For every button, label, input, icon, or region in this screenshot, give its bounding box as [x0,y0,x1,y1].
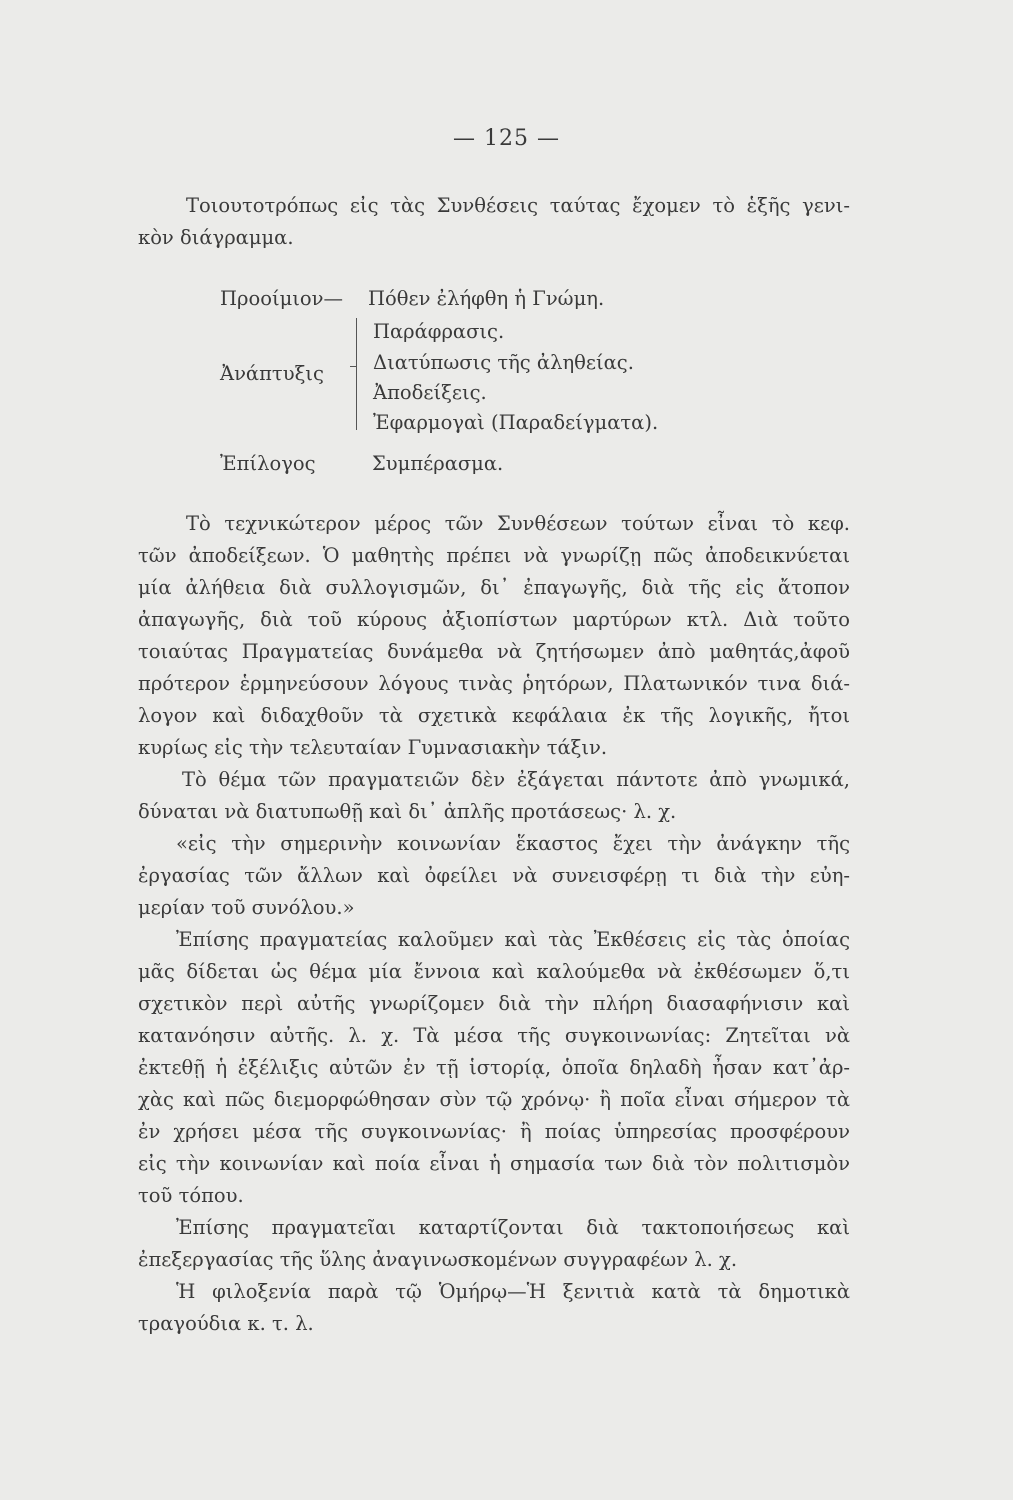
diagram-anaptyxis-label: Ἀνάπτυξις [220,362,324,385]
paragraph-3-line-2: ἐργασίας τῶν ἄλλων καὶ ὀφείλει νὰ συνεισφέρῃ τι διὰ τὴν εὐη- [138,864,850,887]
paragraph-4-line-7: ἐν χρήσει μέσα τῆς συγκοινωνίας· ἢ ποίας ὑπηρεσίας προσφέρουν [138,1120,850,1143]
paragraph-4-line-6: χὰς καὶ πῶς διεμορφώθησαν σὺν τῷ χρόνῳ· ἢ ποῖα εἶναι σήμερον τὰ [138,1088,850,1111]
paragraph-4-line-5: ἐκτεθῇ ἡ ἐξέλιξις αὐτῶν ἐν τῇ ἱστορίᾳ, ὁποῖα δηλαδὴ ἦσαν κατ᾿ἀρ- [138,1056,850,1079]
diagram-anaptyxis-item-2: Διατύπωσις τῆς ἀληθείας. [373,351,634,374]
page-number: — 125 — [453,126,560,151]
paragraph-4-line-8: εἰς τὴν κοινωνίαν καὶ ποία εἶναι ἡ σημασία των διὰ τὸν πολιτισμὸν [138,1152,850,1175]
paragraph-1-line-2: τῶν ἀποδείξεων. Ὁ μαθητὴς πρέπει νὰ γνωρίζῃ πῶς ἀποδεικνύεται [138,544,850,567]
paragraph-2-line-2: δύναται νὰ διατυπωθῇ καὶ δι᾿ ἁπλῆς προτάσεως· λ. χ. [138,800,677,823]
paragraph-1-line-8: κυρίως εἰς τὴν τελευταίαν Γυμνασιακὴν τάξιν. [138,736,608,759]
diagram-epilogos-value: Συμπέρασμα. [372,452,504,475]
paragraph-4-line-1: Ἐπίσης πραγματείας καλοῦμεν καὶ τὰς Ἐκθέσεις εἰς τὰς ὁποίας [176,928,850,951]
paragraph-4-line-2: μᾶς δίδεται ὡς θέμα μία ἔννοια καὶ καλούμεθα νὰ ἐκθέσωμεν ὅ,τι [138,960,850,983]
paragraph-6-line-2: τραγούδια κ. τ. λ. [138,1312,314,1335]
diagram-anaptyxis-item-4: Ἐφαρμογαὶ (Παραδείγματα). [373,411,659,434]
diagram-brace-tick [350,366,357,367]
intro-line-2: κὸν διάγραμμα. [138,226,294,249]
diagram-epilogos-label: Ἐπίλογος [220,452,316,475]
paragraph-4-line-4: κατανόησιν αὐτῆς. λ. χ. Τὰ μέσα τῆς συγκοινωνίας: Ζητεῖται νὰ [138,1024,850,1047]
paragraph-5-line-1: Ἐπίσης πραγματεῖαι καταρτίζονται διὰ τακτοποιήσεως καὶ [176,1216,850,1239]
paragraph-3-line-1: «εἰς τὴν σημερινὴν κοινωνίαν ἕκαστος ἔχει τὴν ἀνάγκην τῆς [176,832,850,855]
intro-line-1: Τοιουτοτρόπως εἰς τὰς Συνθέσεις ταύτας ἔχομεν τὸ ἑξῆς γενι- [186,194,850,217]
paragraph-1-line-1: Τὸ τεχνικώτερον μέρος τῶν Συνθέσεων τούτων εἶναι τὸ κεφ. [186,512,850,535]
paragraph-4-line-9: τοῦ τόπου. [138,1184,244,1207]
paragraph-1-line-3: μία ἀλήθεια διὰ συλλογισμῶν, δι᾿ ἐπαγωγῆς, διὰ τῆς εἰς ἄτοπον [138,576,850,599]
diagram-prooimion-value: Πόθεν ἐλήφθη ἡ Γνώμη. [368,287,605,310]
paragraph-5-line-2: ἐπεξεργασίας τῆς ὕλης ἀναγινωσκομένων συγγραφέων λ. χ. [138,1248,738,1271]
diagram-anaptyxis-item-1: Παράφρασις. [373,320,505,343]
paragraph-3-line-3: μερίαν τοῦ συνόλου.» [138,896,355,919]
paragraph-1-line-4: ἀπαγωγῆς, διὰ τοῦ κύρους ἀξιοπίστων μαρτύρων κτλ. Διὰ τοῦτο [138,608,850,631]
paragraph-1-line-5: τοιαύτας Πραγματείας δυνάμεθα νὰ ζητήσωμεν ἀπὸ μαθητάς,ἀφοῦ [138,640,850,663]
paragraph-4-line-3: σχετικὸν περὶ αὐτῆς γνωρίζομεν διὰ τὴν πλήρη διασαφήνισιν καὶ [138,992,850,1015]
paragraph-6-line-1: Ἡ φιλοξενία παρὰ τῷ Ὁμήρῳ—Ἡ ξενιτιὰ κατὰ τὰ δημοτικὰ [176,1280,850,1303]
diagram-brace [356,318,365,430]
paragraph-1-line-7: λογον καὶ διδαχθοῦν τὰ σχετικὰ κεφάλαια ἐκ τῆς λογικῆς, ἤτοι [138,704,850,727]
diagram-prooimion-label: Προοίμιον— [220,287,344,310]
diagram-anaptyxis-item-3: Ἀποδείξεις. [373,381,487,404]
paragraph-2-line-1: Τὸ θέμα τῶν πραγματειῶν δὲν ἐξάγεται πάντοτε ἀπὸ γνωμικά, [182,768,850,791]
paragraph-1-line-6: πρότερον ἑρμηνεύσουν λόγους τινὰς ῥητόρων, Πλατωνικόν τινα διά- [138,672,850,695]
